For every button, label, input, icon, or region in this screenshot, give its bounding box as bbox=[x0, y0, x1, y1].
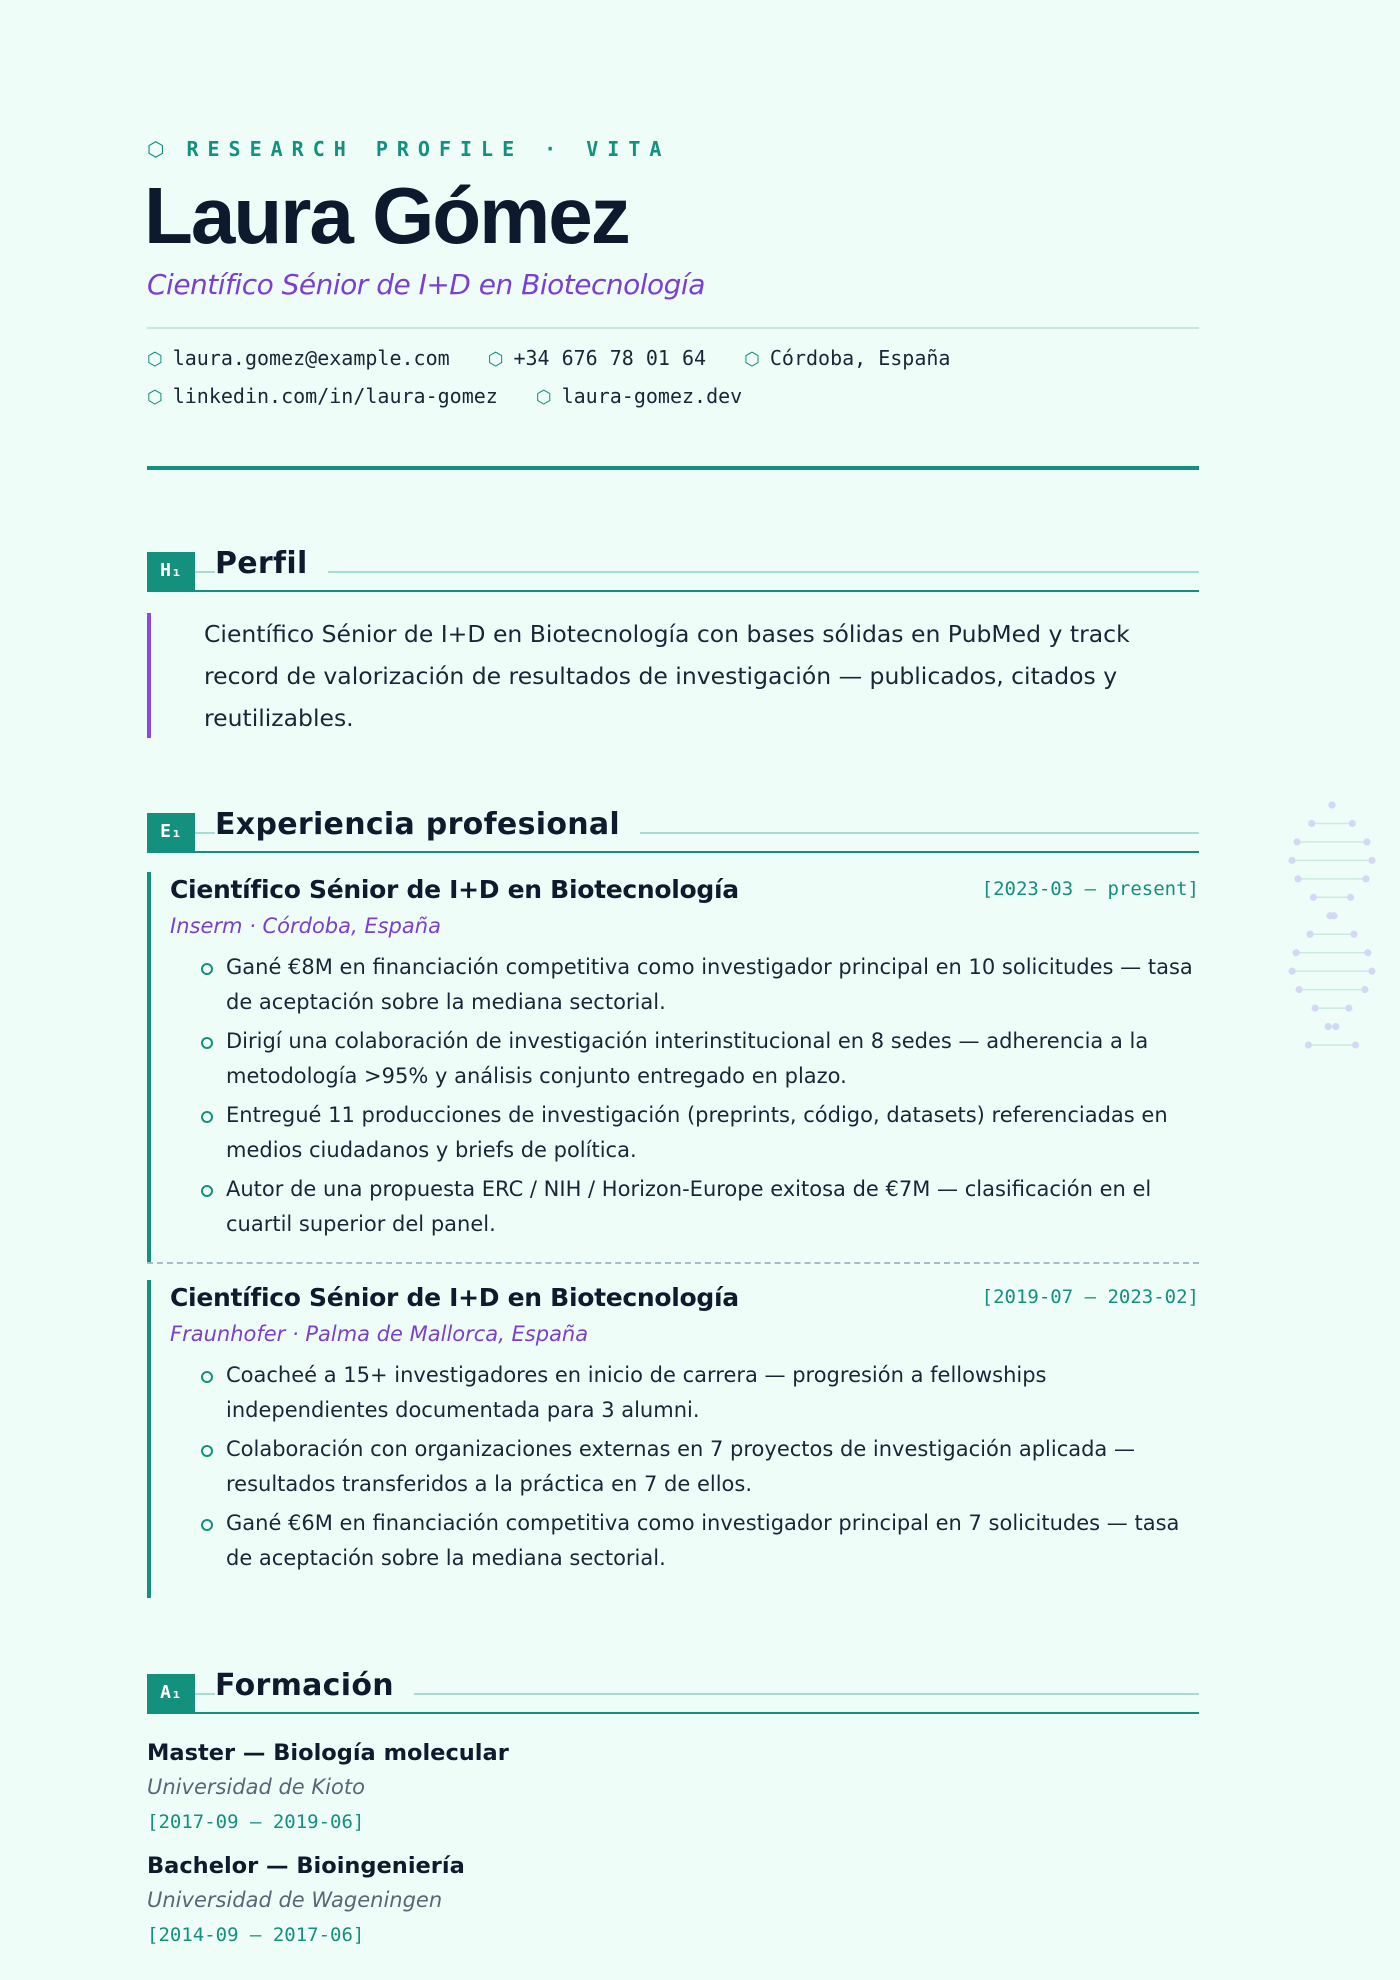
helix-node bbox=[1308, 820, 1315, 827]
school-name: Universidad de Kioto bbox=[147, 1775, 365, 1799]
achievement-item bbox=[226, 1432, 1199, 1502]
job-title: Científico Sénior de I+D en Biotecnología bbox=[170, 875, 739, 904]
helix-node bbox=[1347, 894, 1354, 901]
helix-node bbox=[1362, 875, 1369, 882]
contact-list bbox=[147, 343, 1199, 419]
achievement-text: Entregué 11 producciones de investigación (preprints, código, datasets) referenciadas en medios ciudadanos y briefs de política. bbox=[226, 1103, 1168, 1162]
contact-website[interactable] bbox=[536, 381, 742, 413]
achievement-text: Autor de una propuesta ERC / NIH / Horizon-Europe exitosa de €7M — clasificación en el cuartil superior del panel. bbox=[226, 1177, 1152, 1236]
kicker-text: RESEARCH PROFILE · VITA bbox=[186, 137, 671, 161]
hexagon-icon: ⬡ bbox=[487, 349, 504, 370]
contact-location bbox=[744, 343, 950, 375]
hexagon-icon: ⬡ bbox=[147, 137, 165, 161]
circle-bullet-icon bbox=[201, 1037, 213, 1049]
header-kicker bbox=[147, 137, 670, 161]
achievement-text: Gané €6M en financiación competitiva como investigador principal en 7 solicitudes — tasa de aceptación sobre la mediana sectorial. bbox=[226, 1511, 1180, 1570]
education-dates: [2017-09 – 2019-06] bbox=[147, 1811, 365, 1833]
achievement-item bbox=[226, 1024, 1199, 1094]
job-organization: Inserm · Córdoba, España bbox=[170, 914, 441, 938]
heading-underline bbox=[147, 590, 1199, 592]
helix-node bbox=[1330, 912, 1337, 919]
helix-node bbox=[1288, 857, 1295, 864]
hexagon-icon: ⬡ bbox=[535, 387, 552, 408]
experience-entry bbox=[147, 1280, 1199, 1598]
achievement-item bbox=[226, 1098, 1199, 1168]
helix-node bbox=[1294, 875, 1301, 882]
circle-bullet-icon bbox=[201, 1185, 213, 1197]
section-profile-heading bbox=[147, 538, 1199, 594]
contact-linkedin[interactable] bbox=[147, 381, 498, 413]
contact-linkedin-text: linkedin.com/in/laura-gomez bbox=[172, 384, 498, 408]
section-education-heading bbox=[147, 1660, 1199, 1716]
job-title: Científico Sénior de I+D en Biotecnología bbox=[170, 1283, 739, 1312]
section-badge: E₁ bbox=[147, 813, 195, 851]
contact-phone-text: +34 676 78 01 64 bbox=[513, 346, 707, 370]
contact-row bbox=[147, 381, 1199, 419]
job-dates: [2019-07 — 2023-02] bbox=[981, 1286, 1199, 1308]
achievement-item bbox=[226, 1358, 1199, 1428]
helix-node bbox=[1306, 931, 1313, 938]
helix-node bbox=[1293, 838, 1300, 845]
header-divider bbox=[147, 327, 1199, 329]
circle-bullet-icon bbox=[201, 1445, 213, 1457]
heading-underline bbox=[147, 1712, 1199, 1714]
profile-summary: Científico Sénior de I+D en Biotecnología con bases sólidas en PubMed y track record de valorización de resultados de investigación — publicados, citados y reutilizables. bbox=[147, 613, 1199, 738]
section-title: Experiencia profesional bbox=[215, 807, 640, 842]
helix-node bbox=[1289, 968, 1296, 975]
contact-email-text: laura.gomez@example.com bbox=[172, 346, 450, 370]
experience-entry bbox=[147, 872, 1199, 1264]
helix-node bbox=[1368, 857, 1375, 864]
achievement-list bbox=[170, 1358, 1199, 1576]
helix-node bbox=[1364, 949, 1371, 956]
helix-node bbox=[1368, 968, 1375, 975]
dna-helix-icon bbox=[1284, 797, 1384, 1057]
helix-node bbox=[1310, 894, 1317, 901]
achievement-item bbox=[226, 1172, 1199, 1242]
education-dates: [2014-09 – 2017-06] bbox=[147, 1924, 365, 1946]
helix-node bbox=[1352, 1041, 1359, 1048]
hexagon-icon: ⬡ bbox=[147, 387, 163, 408]
education-entry bbox=[147, 1736, 847, 1840]
job-organization: Fraunhofer · Palma de Mallorca, España bbox=[170, 1322, 589, 1346]
helix-node bbox=[1345, 1004, 1352, 1011]
heading-underline bbox=[147, 851, 1199, 853]
helix-node bbox=[1295, 986, 1302, 993]
section-experience-heading bbox=[147, 799, 1199, 855]
helix-node bbox=[1312, 1004, 1319, 1011]
helix-node bbox=[1293, 949, 1300, 956]
entry-separator bbox=[147, 1262, 1199, 1264]
section-title: Formación bbox=[215, 1668, 414, 1703]
achievement-text: Colaboración con organizaciones externas en 7 proyectos de investigación aplicada — resultados transferidos a la práctica en 7 de ellos. bbox=[226, 1437, 1135, 1496]
circle-bullet-icon bbox=[201, 1371, 213, 1383]
achievement-text: Coacheé a 15+ investigadores en inicio de carrera — progresión a fellowships independientes documentada para 3 alumni. bbox=[226, 1363, 1047, 1422]
achievement-item bbox=[226, 1506, 1199, 1576]
contact-location-text: Córdoba, España bbox=[769, 346, 951, 370]
header-bottom-rule bbox=[147, 466, 1199, 470]
achievement-text: Gané €8M en financiación competitiva como investigador principal en 10 solicitudes — tasa de aceptación sobre la mediana sectorial. bbox=[226, 955, 1193, 1014]
contact-phone[interactable] bbox=[488, 343, 706, 375]
person-name: Laura Gómez bbox=[144, 171, 629, 260]
job-dates: [2023-03 — present] bbox=[981, 878, 1199, 900]
achievement-list bbox=[170, 950, 1199, 1242]
achievement-item bbox=[226, 950, 1199, 1020]
school-name: Universidad de Wageningen bbox=[147, 1888, 443, 1912]
contact-website-text: laura-gomez.dev bbox=[561, 384, 743, 408]
hexagon-icon: ⬡ bbox=[147, 349, 163, 370]
degree-title: Master — Biología molecular bbox=[147, 1740, 509, 1766]
education-entry bbox=[147, 1849, 847, 1953]
section-title: Perfil bbox=[215, 546, 328, 581]
hexagon-icon: ⬡ bbox=[744, 349, 760, 370]
section-badge: H₁ bbox=[147, 552, 195, 590]
circle-bullet-icon bbox=[201, 1519, 213, 1531]
section-badge: A₁ bbox=[147, 1674, 195, 1712]
helix-node bbox=[1363, 838, 1370, 845]
helix-node bbox=[1332, 1023, 1339, 1030]
helix-node bbox=[1361, 986, 1368, 993]
achievement-text: Dirigí una colaboración de investigación interinstitucional en 8 sedes — adherencia a la metodología >95% y análisis conjunto entregado en plazo. bbox=[226, 1029, 1149, 1088]
helix-node bbox=[1305, 1041, 1312, 1048]
helix-node bbox=[1325, 1023, 1332, 1030]
contact-row bbox=[147, 343, 1199, 381]
helix-node bbox=[1328, 801, 1335, 808]
headline: Científico Sénior de I+D en Biotecnología bbox=[147, 268, 705, 301]
helix-node bbox=[1350, 931, 1357, 938]
degree-title: Bachelor — Bioingeniería bbox=[147, 1853, 465, 1879]
circle-bullet-icon bbox=[201, 1111, 213, 1123]
helix-node bbox=[1349, 820, 1356, 827]
circle-bullet-icon bbox=[201, 963, 213, 975]
contact-email[interactable] bbox=[147, 343, 450, 375]
